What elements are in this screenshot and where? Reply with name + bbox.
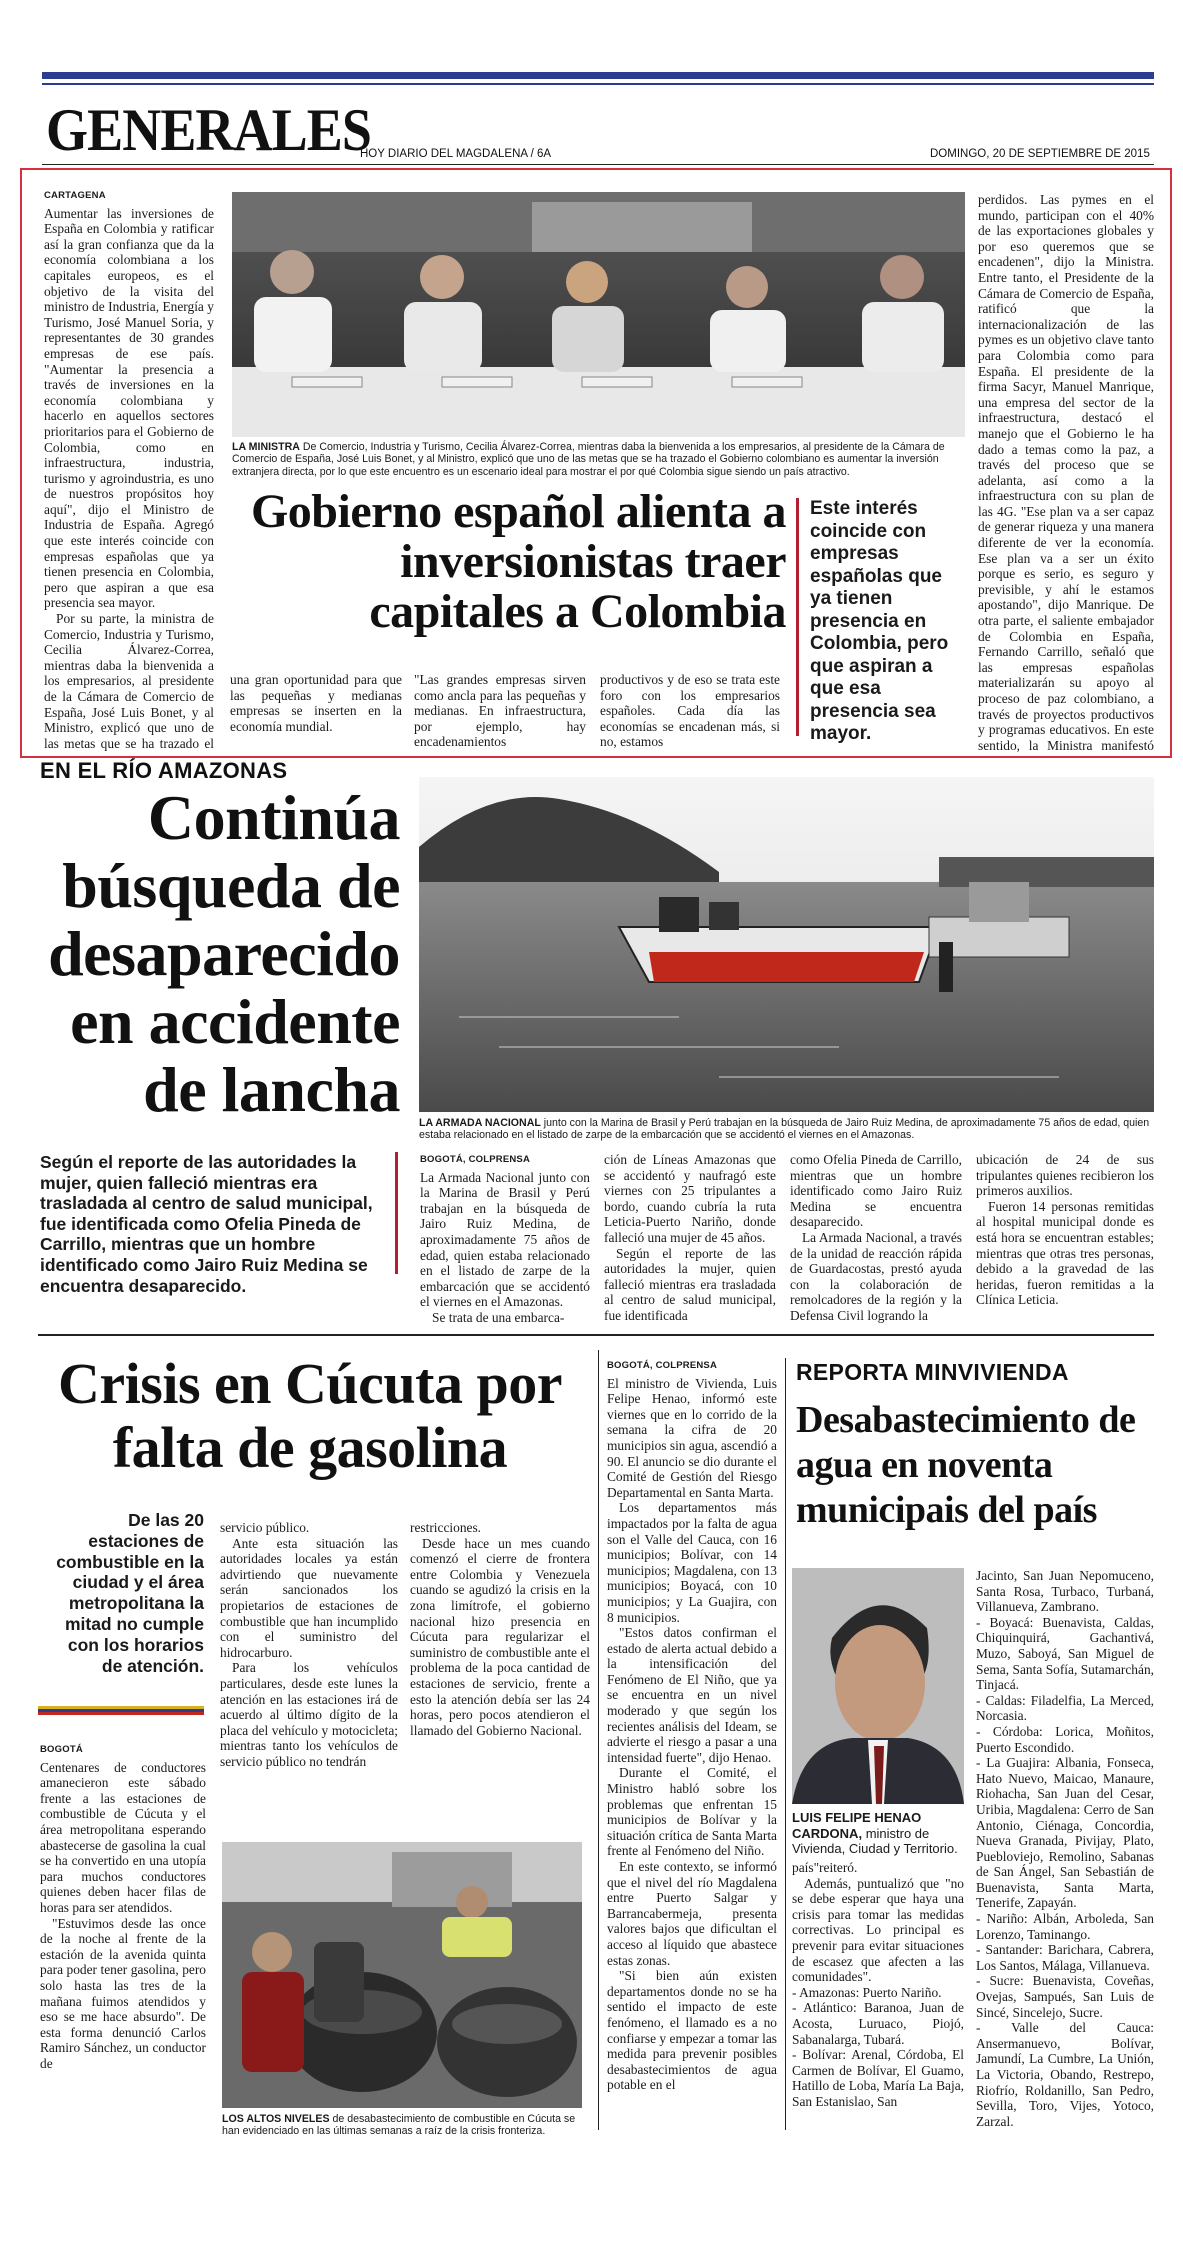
header-top-rule <box>42 72 1154 79</box>
story4-column-1 <box>607 1358 777 2130</box>
story2-text: Según el reporte de las autoridades la mujer, quien falleció mientras era trasladada al centro de salud municipal, fue identificada <box>604 1245 776 1323</box>
story4-text: "Si bien aún existen departamentos donde no se ha sentido el impacto de este fenómeno, el llamado es a no confiarse y empezar a tomar las medida para prevenir posibles desabastecimientos de agua potable en el <box>607 1968 777 2093</box>
story1-column-1 <box>44 188 214 751</box>
story4-list-item: Jacinto, San Juan Nepomuceno, Santa Rosa, Turbaco, Turbaná, Villanueva, Zambrano. <box>976 1568 1154 1615</box>
story4-list-item: - Amazonas: Puerto Nariño. <box>792 1984 942 2000</box>
story4-headline: Desabastecimiento de agua en noventa municipais del país <box>796 1399 1136 1531</box>
story3-column-3 <box>410 1520 590 1800</box>
story1-caption-lead: LA MINISTRA <box>232 441 300 453</box>
story4-list-item: - Caldas: Filadelfia, La Merced, Norcasia. <box>976 1692 1154 1724</box>
header-top-rule-thin <box>42 83 1154 85</box>
story1-column-4 <box>600 672 780 752</box>
story3-caption-lead: LOS ALTOS NIVELES <box>222 2113 330 2125</box>
story4-photo-caption <box>792 1810 964 1857</box>
story2-column-3 <box>790 1152 962 1324</box>
story2-summary: Según el reporte de las autoridades la mujer, quien falleció mientras era trasladada al centro de salud municipal, fue identificada como Ofelia Pineda de Carrillo, mientras que un hombre identificado como Jairo Ruiz Medina se encuentra desaparecido. <box>40 1152 373 1296</box>
story2-headline: Continúa búsqueda de desaparecido en accidente de lancha <box>48 782 400 1125</box>
story1-text: productivos y de eso se trata este foro con los empresarios españoles. Cada día las economías se encadenan más, si no, estamos <box>600 672 780 750</box>
story2-dateline: BOGOTÁ, COLPRENSA <box>420 1154 531 1165</box>
story4-column-divider <box>785 1358 786 2130</box>
story4-list-item: - Bolívar: Arenal, Córdoba, El Carmen de Bolívar, El Guamo, Hatillo de Loba, María La Baja, San Estanislao, San <box>792 2047 964 2109</box>
story1-headline: Gobierno español alienta a inversionistas traer capitales a Colombia <box>250 485 786 638</box>
story1-column-3 <box>414 672 586 752</box>
section-title: GENERALES <box>46 97 371 163</box>
story2-text: Se trata de una embarca- <box>432 1309 565 1324</box>
story4-text: Durante el Comité, el Ministro habló sobre los problemas que enfrentan 15 municipios de Bolívar y la situación crítica de Santa Marta frente al Fenómeno del Niño. <box>607 1765 777 1859</box>
story1-text: "Las grandes empresas sirven como ancla para las pequeñas y medianas. En infraestructura, por ejemplo, hay encadenamientos <box>414 672 586 750</box>
story1-photo <box>232 192 965 437</box>
story1-photo-caption <box>232 441 965 478</box>
story1-dateline: CARTAGENA <box>44 190 106 201</box>
story3-text: "Estuvimos desde las once de la noche al frente de la estación de la avenida quinta para poder tener gasolina, pero solo hasta las tres de la mañana fuimos atendidos y eso se me hace absurdo". De esta forma denunció Carlos Ramiro Sánchez, un conductor de <box>40 1915 206 2071</box>
story4-text: Además, puntualizó que "no se debe esperar que haya una crisis para tomar las medidas correctivas. Lo principal es prevenir para evitar situaciones de escasez que afecten a las comunidades". <box>792 1875 964 1985</box>
story4-list-item: - Valle del Cauca: Ansermanuevo, Bolívar, Jamundí, La Cumbre, La Unión, La Victoria, Obando, Restrepo, Riofrío, Roldanillo, San Pedro, Sevilla, Toro, Vijes, Yotoco, Zarzal. <box>976 2020 1154 2129</box>
story4-text: El ministro de Vivienda, Luis Felipe Henao, informó este viernes que en lo corrido de la semana la cifra de 20 municipios sin agua, ascendió a 90. El anuncio se dio durante el Comité de Gestión del Riesgo Departamental en Santa Marta. <box>607 1375 777 1500</box>
story2-text: ubicación de 24 de sus tripulantes quienes recibieron los primeros auxilios. <box>976 1152 1154 1199</box>
story3-photo <box>222 1842 582 2108</box>
story4-column-2 <box>792 1860 964 2130</box>
story4-caption-text: ministro de Vivienda, Ciudad y Territorio. <box>792 1825 958 1856</box>
story2-column-1 <box>420 1152 590 1324</box>
story3-dateline: BOGOTÁ <box>40 1744 83 1755</box>
story4-list-item: - Boyacá: Buenavista, Caldas, Chiquinquirá, Gachantivá, Muzo, Saboyá, San Miguel de Sema, Santa Sofía, Sutamarchán, Tinjacá. <box>976 1614 1154 1693</box>
story2-text: La Armada Nacional, a través de la unidad de reacción rápida de Guardacostas, prestó ayuda con la colaboración de remolcadores de la región y la Defensa Civil logrando la <box>790 1229 962 1323</box>
story3-column-2 <box>220 1520 398 1800</box>
story4-list-item: - La Guajira: Albania, Fonseca, Hato Nuevo, Maicao, Manaure, Riohacha, San Juan del Cesar, Uribia, Magdalena: Cerro de San Antonio, Ciénaga, Concordia, Nueva Granada, Pivijay, Plato, Puebloviejo, Remolino, Sabanas de San Ángel, San Sebastián de Buenavista, Santa Marta, Tenerife, Zapayán. <box>976 1755 1154 1911</box>
fuel-station-photo <box>222 1842 582 2108</box>
story4-text: Los departamentos más impactados por la falta de agua son el Valle del Cauca, con 16 municipios; Bolívar, con 14 municipios; Magdalena, con 13 municipios; Boyacá, con 10 municipios; y La Guajira, con 8 municipios. <box>607 1500 777 1625</box>
story3-caption-text: de desabastecimiento de combustible en Cúcuta se han evidenciado en las últimas semanas a raíz de la crisis fronteriza. <box>222 2113 576 2138</box>
story3-headline: Crisis en Cúcuta por falta de gasolina <box>58 1351 562 1480</box>
story4-text: "Estos datos confirman el estado de alerta actual debido a la intensificación del Fenómeno de El Niño, que ya se encuentra en un nivel moderado y que según los recientes análisis del Ideam, se advierte el riesgo a pasar a una intensidad fuerte", dijo Henao. <box>607 1625 777 1765</box>
story2-photo <box>419 777 1154 1112</box>
story3-column-1 <box>40 1742 206 2130</box>
story3-text: Desde hace un mes cuando comenzó el cierre de frontera entre Colombia y Venezuela cuando se agudizó la crisis en la zona limítrofe, el gobierno nacional hizo presencia en Cúcuta para regularizar el suministro de combustible ante el problema de la poca cantidad de estaciones de servicio, frente a esto la atención debía ser las 24 horas, pero pocos atendieron el llamado del Gobierno Nacional. <box>410 1535 590 1738</box>
story2-text: La Armada Nacional junto con la Marina de Brasil y Perú trabajan en la búsqueda de Jairo Ruiz Medina, de aproximadamente 75 años de edad, quien estaba relacionado en el listado de zarpe de la embarcación que se accidentó el viernes en el Amazonas. <box>420 1169 590 1310</box>
publication-line: HOY DIARIO DEL MAGDALENA / 6A <box>360 148 552 160</box>
story2-kicker: EN EL RÍO AMAZONAS <box>40 758 288 783</box>
header-rule <box>42 164 1154 165</box>
story4-caption-lead: LUIS FELIPE HENAO CARDONA, <box>792 1810 922 1841</box>
story4-list-item: - Nariño: Albán, Arboleda, San Lorenzo, Taminango. <box>976 1911 1154 1942</box>
story3-photo-caption <box>222 2113 582 2138</box>
story1-column-5 <box>978 192 1154 752</box>
story4-list-item: - Santander: Barichara, Cabrera, Los Santos, Málaga, Villanueva. <box>976 1942 1154 1973</box>
story3-summary: De las 20 estaciones de combustible en la ciudad y el área metropolitana la mitad no cumple con los horarios de atención. <box>56 1510 204 1676</box>
story3-story4-divider <box>598 1350 599 2130</box>
story2-column-2 <box>604 1152 776 1324</box>
story4-column-3 <box>976 1568 1154 2130</box>
story1-caption-text: De Comercio, Industria y Turismo, Cecilia Álvarez-Correa, mientras daba la bienvenida a los empresarios, al presidente de la Cámara de Comercio de España, José Luis Bonet, y al Ministro, explicó que uno de las metas que se ha trazado el Gobierno colombiano es aumentar la inversión extranjera directa, por lo que este encuentro es un escenario ideal para mostrar el por qué Colombia sigue siendo un país atractivo. <box>232 441 945 478</box>
story4-text: En este contexto, se informó que el nivel del río Magdalena entre Puerto Salgar y Barrancabermeja, presenta valores bajos que dificultan el acceso al líquido que abastece estas zonas. <box>607 1859 777 1968</box>
story2-caption-text: junto con la Marina de Brasil y Perú trabajan en la búsqueda de Jairo Ruiz Medina, de aproximadamente 75 años de edad, quien estaba relacionado en el listado de zarpe de la embarcación que se accidentó el viernes en el Amazonas. <box>419 1117 1150 1142</box>
press-conference-photo <box>232 192 965 437</box>
story1-column-2 <box>230 672 402 752</box>
story1-text: perdidos. Las pymes en el mundo, participan con el 40% de las exportaciones globales y por eso queremos que se encadenen", dijo la Ministra. Entre tanto, el Presidente de la Cámara de Comercio de España, ratificó que la internacionalización de las pymes es un objetivo clave tanto para Colombia como para España. El presidente de la firma Sacyr, Manuel Manrique, una empresa del sector de la infraestructura, destacó el manejo que el Gobierno le ha dado a temas como la paz, a través del proceso que se adelanta, así como a la infraestructura con su plan de las 4G. "Ese plan va a ser capaz de generar riqueza y una manera diferente de ver la economía. Ese plan va a ser un éxito porque es serio, es seguro y previsible, y ahí le estamos apostando", dijo Manrique. De otra parte, el saliente embajador de Colombia en España, Fernando Carrillo, señaló que las empresas españolas materializarán su apoyo al proceso de paz colombiano, a través de proyectos productivos y programas educativos. En este sentido, la Ministra manifestó <box>978 192 1154 752</box>
issue-date: DOMINGO, 20 DE SEPTIEMBRE DE 2015 <box>930 148 1150 160</box>
minister-portrait-photo <box>792 1568 964 1804</box>
story3-color-bar <box>38 1706 204 1715</box>
story4-text: país"reiteró. <box>792 1860 858 1875</box>
story4-list-item: - Sucre: Buenavista, Coveñas, Ovejas, Sampués, San Luis de Sincé, Sincelejo, Sucre. <box>976 1973 1154 2020</box>
story1-text: Por su parte, la ministra de Comercio, Industria y Turismo, Cecilia Álvarez-Correa, mientras daba la bienvenida a los empresarios, al presidente de la Cámara de Comercio de España, José Luis Bonet, y al Ministro, explicó que uno de las metas que se ha trazado el <box>44 611 214 751</box>
story2-caption-lead: LA ARMADA NACIONAL <box>419 1117 541 1129</box>
section-rule <box>38 1334 1154 1336</box>
story1-text: Aumentar las inversiones de España en Colombia y ratificar así la gran confianza que da la economía colombiana a los capitales europeos, es el objetivo de la visita del ministro de Industria, Energía y Turismo, José Manuel Soria, y representantes de 30 grandes empresas de ese país. "Aumentar la presencia a través de inversiones en la economía colombiana y hacerlo en aquellos sectores prioritarios para el Gobierno de Colombia, como en infraestructura, industria, turismo y agroindustria, es uno de nuestros propósitos hoy aquí", dijo el Ministro de Industria de España. Agregó que este interés coincide con empresas españolas que ya tienen presencia en Colombia, pero que aspiran a que esa presencia sea mayor. <box>44 205 214 611</box>
story2-text: Fueron 14 personas remitidas al hospital municipal donde es está hora se encuentran estables; mientras que otras tres personas, debido a la gravedad de las heridas, fueron remitidas a la Clínica Leticia. <box>976 1198 1154 1308</box>
story3-text: restricciones. <box>410 1520 482 1535</box>
story1-text: una gran oportunidad para que las pequeñas y medianas empresas se inserten en la economía mundial. <box>230 672 402 734</box>
story4-list-item: - Córdoba: Lorica, Moñitos, Puerto Escondido. <box>976 1723 1154 1755</box>
story4-list-item: - Atlántico: Baranoa, Juan de Acosta, Luruaco, Piojó, Sabanalarga, Tubará. <box>792 2000 964 2047</box>
story2-photo-caption <box>419 1117 1154 1142</box>
story4-photo <box>792 1568 964 1804</box>
story1-pullquote: Este interés coincide con empresas españolas que ya tienen presencia en Colombia, pero que aspiran a que esa presencia sea mayor. <box>810 498 949 744</box>
story2-divider <box>395 1152 398 1274</box>
story1-divider <box>796 498 799 736</box>
story2-text: como Ofelia Pineda de Carrillo, mientras que un hombre identificado como Jairo Ruiz Medina se encuentra desaparecido. <box>790 1152 962 1230</box>
story4-dateline: BOGOTÁ, COLPRENSA <box>607 1360 718 1371</box>
story2-column-4 <box>976 1152 1154 1324</box>
story3-text: servicio público. <box>220 1520 310 1535</box>
story2-text: ción de Líneas Amazonas que se accidentó y naufragó este viernes con 25 tripulantes a bordo, cuando cubría la ruta Leticia-Puerto Nariño, donde falleció una mujer de 45 años. <box>604 1152 776 1245</box>
story3-text: Ante esta situación las autoridades locales ya están advirtiendo que nuevamente serán sancionados los propietarios de estaciones de combustible que han incumplido con el suministro del hidrocarburo. <box>220 1535 398 1660</box>
story4-kicker: REPORTA MINVIVIENDA <box>796 1359 1069 1385</box>
story3-text: Para los vehículos particulares, desde este lunes la atención en las estaciones irá de acuerdo al último dígito de la placa del vehículo y motocicleta; mientras tanto los vehículos de servicio público no tendrán <box>220 1660 398 1769</box>
river-boat-photo <box>419 777 1154 1112</box>
story3-text: Centenares de conductores amanecieron este sábado frente a las estaciones de combustible de Cúcuta y el área metropolitana esperando abastecerse de gasolina la cual se ha convertido en una utopía para muchos conductores quienes deben hacer filas de horas para ser atendidos. <box>40 1759 206 1915</box>
